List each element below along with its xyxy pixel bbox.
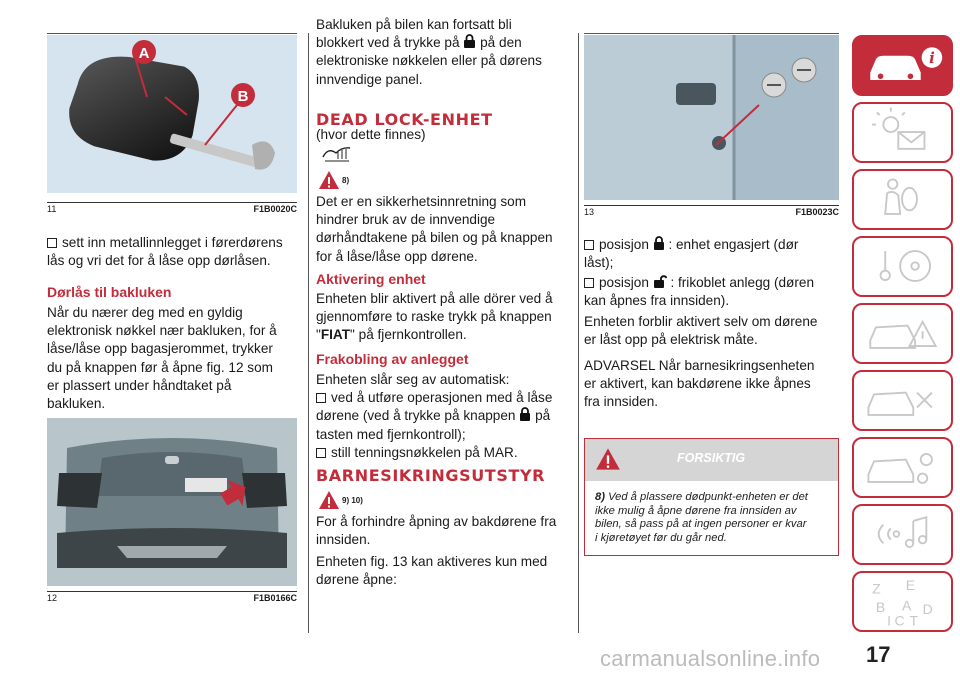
svg-text:C: C [894,612,905,629]
svg-text:T: T [909,612,919,629]
svg-text:I: I [887,612,891,629]
checkbox-bullet-icon [584,278,594,288]
svg-text:Z: Z [872,580,881,597]
activation-paragraph: Enheten blir aktivert på alle dörer ved å gjennomføre to raske trykk på knappen "FIAT" på fjernkontrollen. [316,291,553,343]
tab-car-info[interactable] [852,35,953,96]
lock-icon [463,34,476,49]
column-top-rule [47,33,297,34]
warning-lights-icon [854,104,951,161]
figure-caption [584,205,839,219]
page-number: 17 [866,642,891,667]
heading-tailgate-lock: Dørlås til bakluken [47,284,172,300]
caution-title: FORSIKTIG [677,451,746,465]
deactivation-paragraph: Enheten slår seg av automatisk: ved å utføre operasjonen med å låse dørene (ved å trykke på knappen på tasten med fjernkontroll); still tenningsnøkkelen på MAR. [316,372,553,460]
checkbox-bullet-icon [584,240,594,250]
figure-key-fob [47,35,297,193]
svg-text:B: B [875,599,886,616]
figure-car-tailgate [47,418,297,586]
emergency-icon [854,305,951,362]
tab-safety[interactable] [852,169,953,230]
svg-text:i: i [929,49,935,68]
child-lock-paragraph-2: Enheten fig. 13 kan aktiveres kun med dørene åpne: [316,554,548,588]
warning-triangle-icon [318,170,340,190]
car-info-icon [854,37,951,94]
tailgate-paragraph: Når du nærer deg med en gyldig elektronisk nøkkel nær bakluken, for å låse/låse opp bagasjerommet, trykker du på knappen før å åpne fig. 12 som er plassert under håndtaket på bakluken. [47,305,277,412]
position-unlocked-item: posisjon : frikoblet anlegg (døren kan åpnes fra innsiden). [584,275,815,309]
technical-data-icon [854,439,951,496]
callout-a: A [138,45,150,62]
tailgate-block-paragraph: Bakluken på bilen kan fortsatt bli blokkert ved å trykke på på den elektroniske nøkkelen eller på dørens innvendige panel. [316,17,542,87]
figure-caption [47,591,297,605]
lock-open-icon [653,274,667,289]
watermark: carmanualsonline.info [600,646,821,671]
column-divider [578,33,579,633]
checkbox-bullet-icon [316,393,326,403]
heading-deactivation: Frakobling av anlegget [316,351,469,367]
lock-closed-icon [653,236,665,251]
callout-b: B [237,88,249,105]
maintenance-icon [854,372,951,429]
dead-lock-paragraph: Det er en sikkerhetsinnretning som hindrer bruk av de innvendige dørhåndtakene på bilen og på knappen for å låse/låse opp dørene. [316,194,553,264]
svg-text:D: D [922,601,933,618]
warning-triangle-icon [595,447,621,471]
figure-door-child-lock [584,35,839,200]
tab-index[interactable] [852,571,953,632]
tab-technical-data[interactable] [852,437,953,498]
index-icon [854,573,951,630]
electric-unlock-paragraph: Enheten forblir aktivert selv om dørene er låst opp på elektrisk måte. [584,314,818,348]
dead-lock-availability: (hvor dette finnes) [316,127,426,142]
heading-child-lock: BARNESIKRINGSUTSTYR [316,466,546,485]
advarsel-paragraph: ADVARSEL Når barnesikringsenheten er aktivert, kan bakdørene ikke åpnes fra innsiden. [584,358,815,410]
tab-driving[interactable] [852,236,953,297]
driving-controls-icon [854,238,951,295]
figure-number: 12 [47,593,58,603]
warning-ref: 9) 10) [342,496,363,505]
checkbox-bullet-icon [316,448,326,458]
checkbox-bullet-icon [47,238,57,248]
heading-activation: Aktivering enhet [316,271,426,287]
column-top-rule [584,33,839,34]
tab-maintenance[interactable] [852,370,953,431]
figure-code: F1B0020C [253,204,297,214]
svg-text:A: A [902,597,912,614]
child-lock-paragraph: For å forhindre åpning av bakdørene fra innsiden. [316,514,557,548]
warning-triangle-icon [318,490,340,510]
figure-code: F1B0166C [253,593,297,603]
caution-header [585,439,838,481]
tab-warning-lights[interactable] [852,102,953,163]
svg-text:E: E [905,576,916,593]
figure-number: 11 [47,204,57,214]
heading-dead-lock: DEAD LOCK-ENHET [316,110,493,129]
caution-text: 8) Ved å plassere dødpunkt-enheten er det ikke mulig å åpne dørene fra innsiden av bilen, så pass på at ingen personer er kvar i kjøretøyet før du går ned. [595,491,808,544]
multimedia-icon [854,506,951,563]
tab-multimedia[interactable] [852,504,953,565]
figure-caption [47,202,297,216]
bullet-insert-key: sett inn metallinnlegget i førerdørens lås og vri det for å låse opp dørlåsen. [47,235,283,269]
figure-code: F1B0023C [795,207,839,217]
tab-emergency[interactable] [852,303,953,364]
warning-ref: 8) [342,176,350,185]
safety-airbag-icon [854,171,951,228]
position-locked-item: posisjon : enhet engasjert (dør låst); [584,237,799,271]
optional-equipment-icon [322,145,352,163]
caution-box [584,438,839,556]
lock-icon [519,407,531,422]
column-divider [308,33,309,633]
figure-number: 13 [584,207,595,217]
